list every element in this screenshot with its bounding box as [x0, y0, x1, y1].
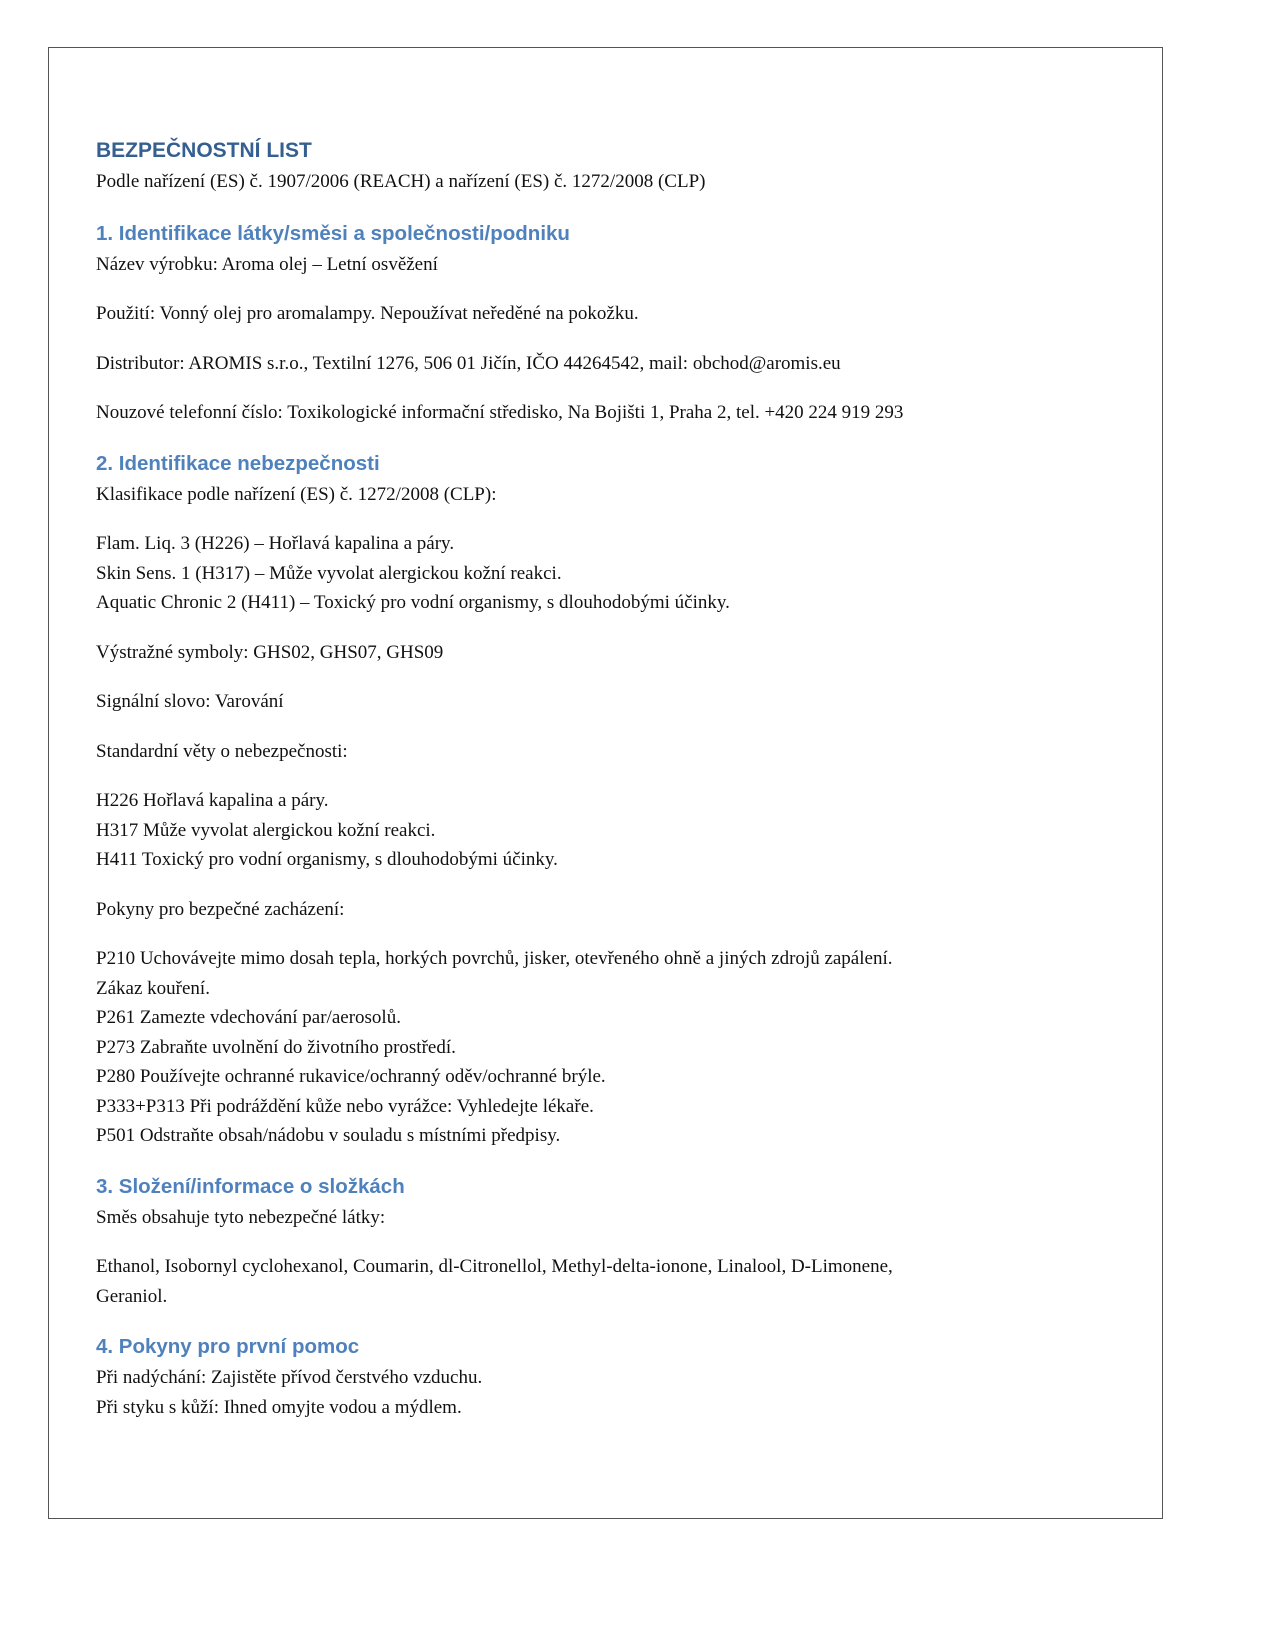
text-line: Výstražné symboly: GHS02, GHS07, GHS09 [96, 641, 444, 663]
text-line: Zákaz kouření. [96, 977, 210, 999]
text-line: H317 Může vyvolat alergickou kožní reakci. [96, 819, 436, 841]
text-line: Při nadýchání: Zajistěte přívod čerstvého vzduchu. [96, 1367, 483, 1388]
paragraph [96, 250, 1156, 280]
section-heading: 4. Pokyny pro první pomoc [96, 1335, 360, 1358]
text-line: Aquatic Chronic 2 (H411) – Toxický pro vodní organismy, s dlouhodobými účinky. [96, 592, 730, 613]
paragraph [96, 687, 1156, 717]
text-line: P210 Uchovávejte mimo dosah tepla, horkých povrchů, jisker, otevřeného ohně a jiných zdrojů zapálení. [96, 948, 893, 969]
section-heading: 1. Identifikace látky/směsi a společnosti/podniku [96, 221, 570, 245]
text-line: Distributor: AROMIS s.r.o., Textilní 1276, 506 01 Jičín, IČO 44264542, mail: obchod@aromis.eu [96, 352, 841, 374]
paragraph [96, 638, 1156, 668]
subtitle-line: Podle nařízení (ES) č. 1907/2006 (REACH) a nařízení (ES) č. 1272/2008 (CLP) [96, 171, 706, 192]
text-line: Ethanol, Isobornyl cyclohexanol, Coumarin, dl-Citronellol, Methyl-delta-ionone, Linalool, D-Limonene, [96, 1256, 893, 1277]
paragraph [96, 1252, 1156, 1311]
document-body [96, 134, 1156, 1422]
text-line: Skin Sens. 1 (H317) – Může vyvolat alergickou kožní reakci. [96, 562, 562, 584]
text-line: Nouzové telefonní číslo: Toxikologické informační středisko, Na Bojišti 1, Praha 2, tel. +420 224 919 293 [96, 402, 904, 423]
paragraph [96, 1363, 1156, 1422]
paragraph [96, 299, 1156, 329]
text-line: P501 Odstraňte obsah/nádobu v souladu s místními předpisy. [96, 1125, 561, 1146]
document-subtitle [96, 167, 1156, 197]
section-2 [96, 447, 1156, 1151]
text-line: Směs obsahuje tyto nebezpečné látky: [96, 1206, 386, 1228]
paragraph [96, 944, 1156, 1151]
text-line: Geraniol. [96, 1285, 168, 1307]
text-line: Název výrobku: Aroma olej – Letní osvěžení [96, 253, 438, 275]
text-line: Standardní věty o nebezpečnosti: [96, 740, 348, 762]
paragraph [96, 895, 1156, 925]
section-heading: 3. Složení/informace o složkách [96, 1174, 405, 1198]
text-line: H411 Toxický pro vodní organismy, s dlouhodobými účinky. [96, 849, 558, 870]
text-line: H226 Hořlavá kapalina a páry. [96, 790, 329, 811]
text-line: Použití: Vonný olej pro aromalampy. Nepoužívat neředěné na pokožku. [96, 303, 639, 324]
section-heading: 2. Identifikace nebezpečnosti [96, 451, 380, 475]
paragraph [96, 398, 1156, 428]
section-1 [96, 217, 1156, 428]
text-line: P261 Zamezte vdechování par/aerosolů. [96, 1007, 401, 1028]
text-line: Flam. Liq. 3 (H226) – Hořlavá kapalina a páry. [96, 533, 455, 554]
text-line: P280 Používejte ochranné rukavice/ochranný oděv/ochranné brýle. [96, 1066, 606, 1087]
paragraph [96, 529, 1156, 618]
text-line: Pokyny pro bezpečné zacházení: [96, 898, 345, 920]
section-3 [96, 1170, 1156, 1312]
text-line: Signální slovo: Varování [96, 691, 284, 712]
sections [96, 217, 1156, 1423]
paragraph [96, 737, 1156, 767]
paragraph [96, 480, 1156, 510]
text-line: Klasifikace podle nařízení (ES) č. 1272/2008 (CLP): [96, 483, 497, 505]
section-4 [96, 1330, 1156, 1422]
paragraph [96, 786, 1156, 875]
text-line: P273 Zabraňte uvolnění do životního prostředí. [96, 1036, 456, 1058]
text-line: Při styku s kůží: Ihned omyjte vodou a mýdlem. [96, 1396, 462, 1418]
paragraph [96, 1203, 1156, 1233]
paragraph [96, 349, 1156, 379]
text-line: P333+P313 Při podráždění kůže nebo vyrážce: Vyhledejte lékaře. [96, 1095, 594, 1117]
document-title: BEZPEČNOSTNÍ LIST [96, 139, 312, 162]
